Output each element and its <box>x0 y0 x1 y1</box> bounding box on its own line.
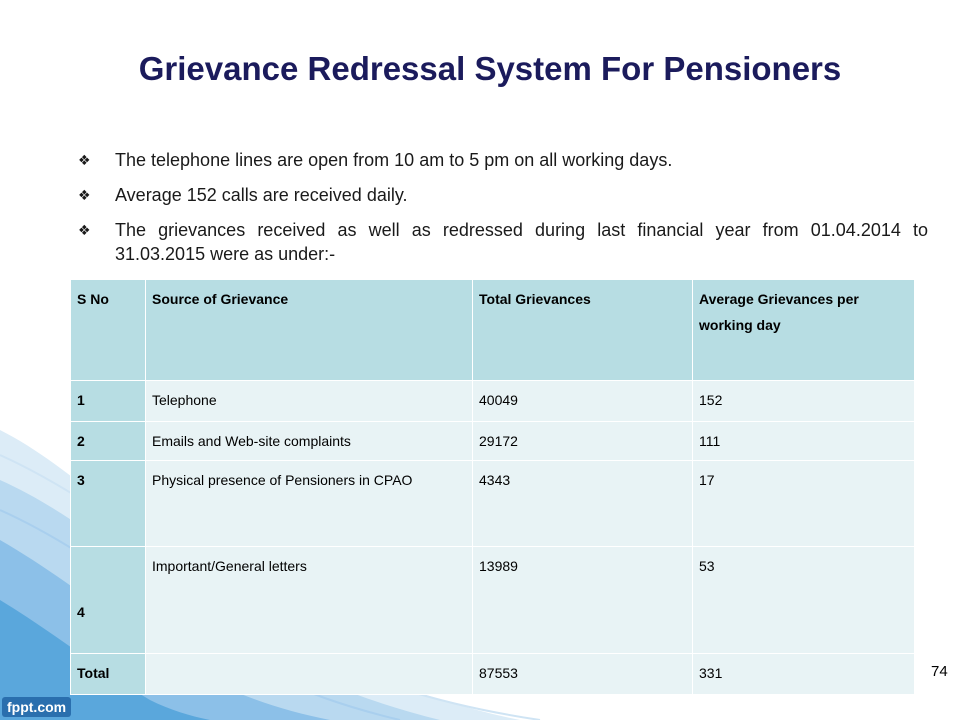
grievance-table <box>70 279 915 695</box>
cell-source: Emails and Web-site complaints <box>146 422 473 461</box>
cell-average: 53 <box>693 547 915 654</box>
bullet-item <box>78 218 928 266</box>
diamond-bullet-icon: ❖ <box>78 187 91 203</box>
header-average: Average Grievances per working day <box>693 280 915 381</box>
table-header-row <box>71 280 915 381</box>
fppt-watermark-logo: fppt.com <box>2 697 71 717</box>
table-row <box>71 381 915 422</box>
cell-average: 17 <box>693 461 915 547</box>
table-total-row <box>71 654 915 695</box>
cell-s-no: 3 <box>71 461 146 547</box>
table-row <box>71 461 915 547</box>
cell-total: 29172 <box>473 422 693 461</box>
cell-source: Telephone <box>146 381 473 422</box>
cell-total-label: Total <box>71 654 146 695</box>
cell-average: 111 <box>693 422 915 461</box>
bullet-item <box>78 148 928 172</box>
table-row <box>71 422 915 461</box>
cell-total: 40049 <box>473 381 693 422</box>
cell-source: Important/General letters <box>146 547 473 654</box>
header-total: Total Grievances <box>473 280 693 381</box>
diamond-bullet-icon: ❖ <box>78 152 91 168</box>
table-row <box>71 547 915 654</box>
slide-title: Grievance Redressal System For Pensioners <box>138 50 842 87</box>
diamond-bullet-icon: ❖ <box>78 222 91 238</box>
cell-total: 13989 <box>473 547 693 654</box>
page-number: 74 <box>931 663 948 680</box>
cell-source: Physical presence of Pensioners in CPAO <box>146 461 473 547</box>
bullet-item <box>78 183 928 207</box>
bullet-list <box>78 148 928 277</box>
cell-total: 87553 <box>473 654 693 695</box>
cell-s-no: 4 <box>71 547 146 654</box>
cell-s-no: 2 <box>71 422 146 461</box>
cell-source <box>146 654 473 695</box>
bullet-text: Average 152 calls are received daily. <box>115 185 408 205</box>
bullet-text: The grievances received as well as redressed during last financial year from 01.04.2014 to 31.03.2015 were as under:- <box>115 220 928 264</box>
cell-s-no: 1 <box>71 381 146 422</box>
cell-average: 331 <box>693 654 915 695</box>
cell-average: 152 <box>693 381 915 422</box>
bullet-text: The telephone lines are open from 10 am to 5 pm on all working days. <box>115 150 673 170</box>
cell-total: 4343 <box>473 461 693 547</box>
header-source: Source of Grievance <box>146 280 473 381</box>
header-s-no: S No <box>71 280 146 381</box>
